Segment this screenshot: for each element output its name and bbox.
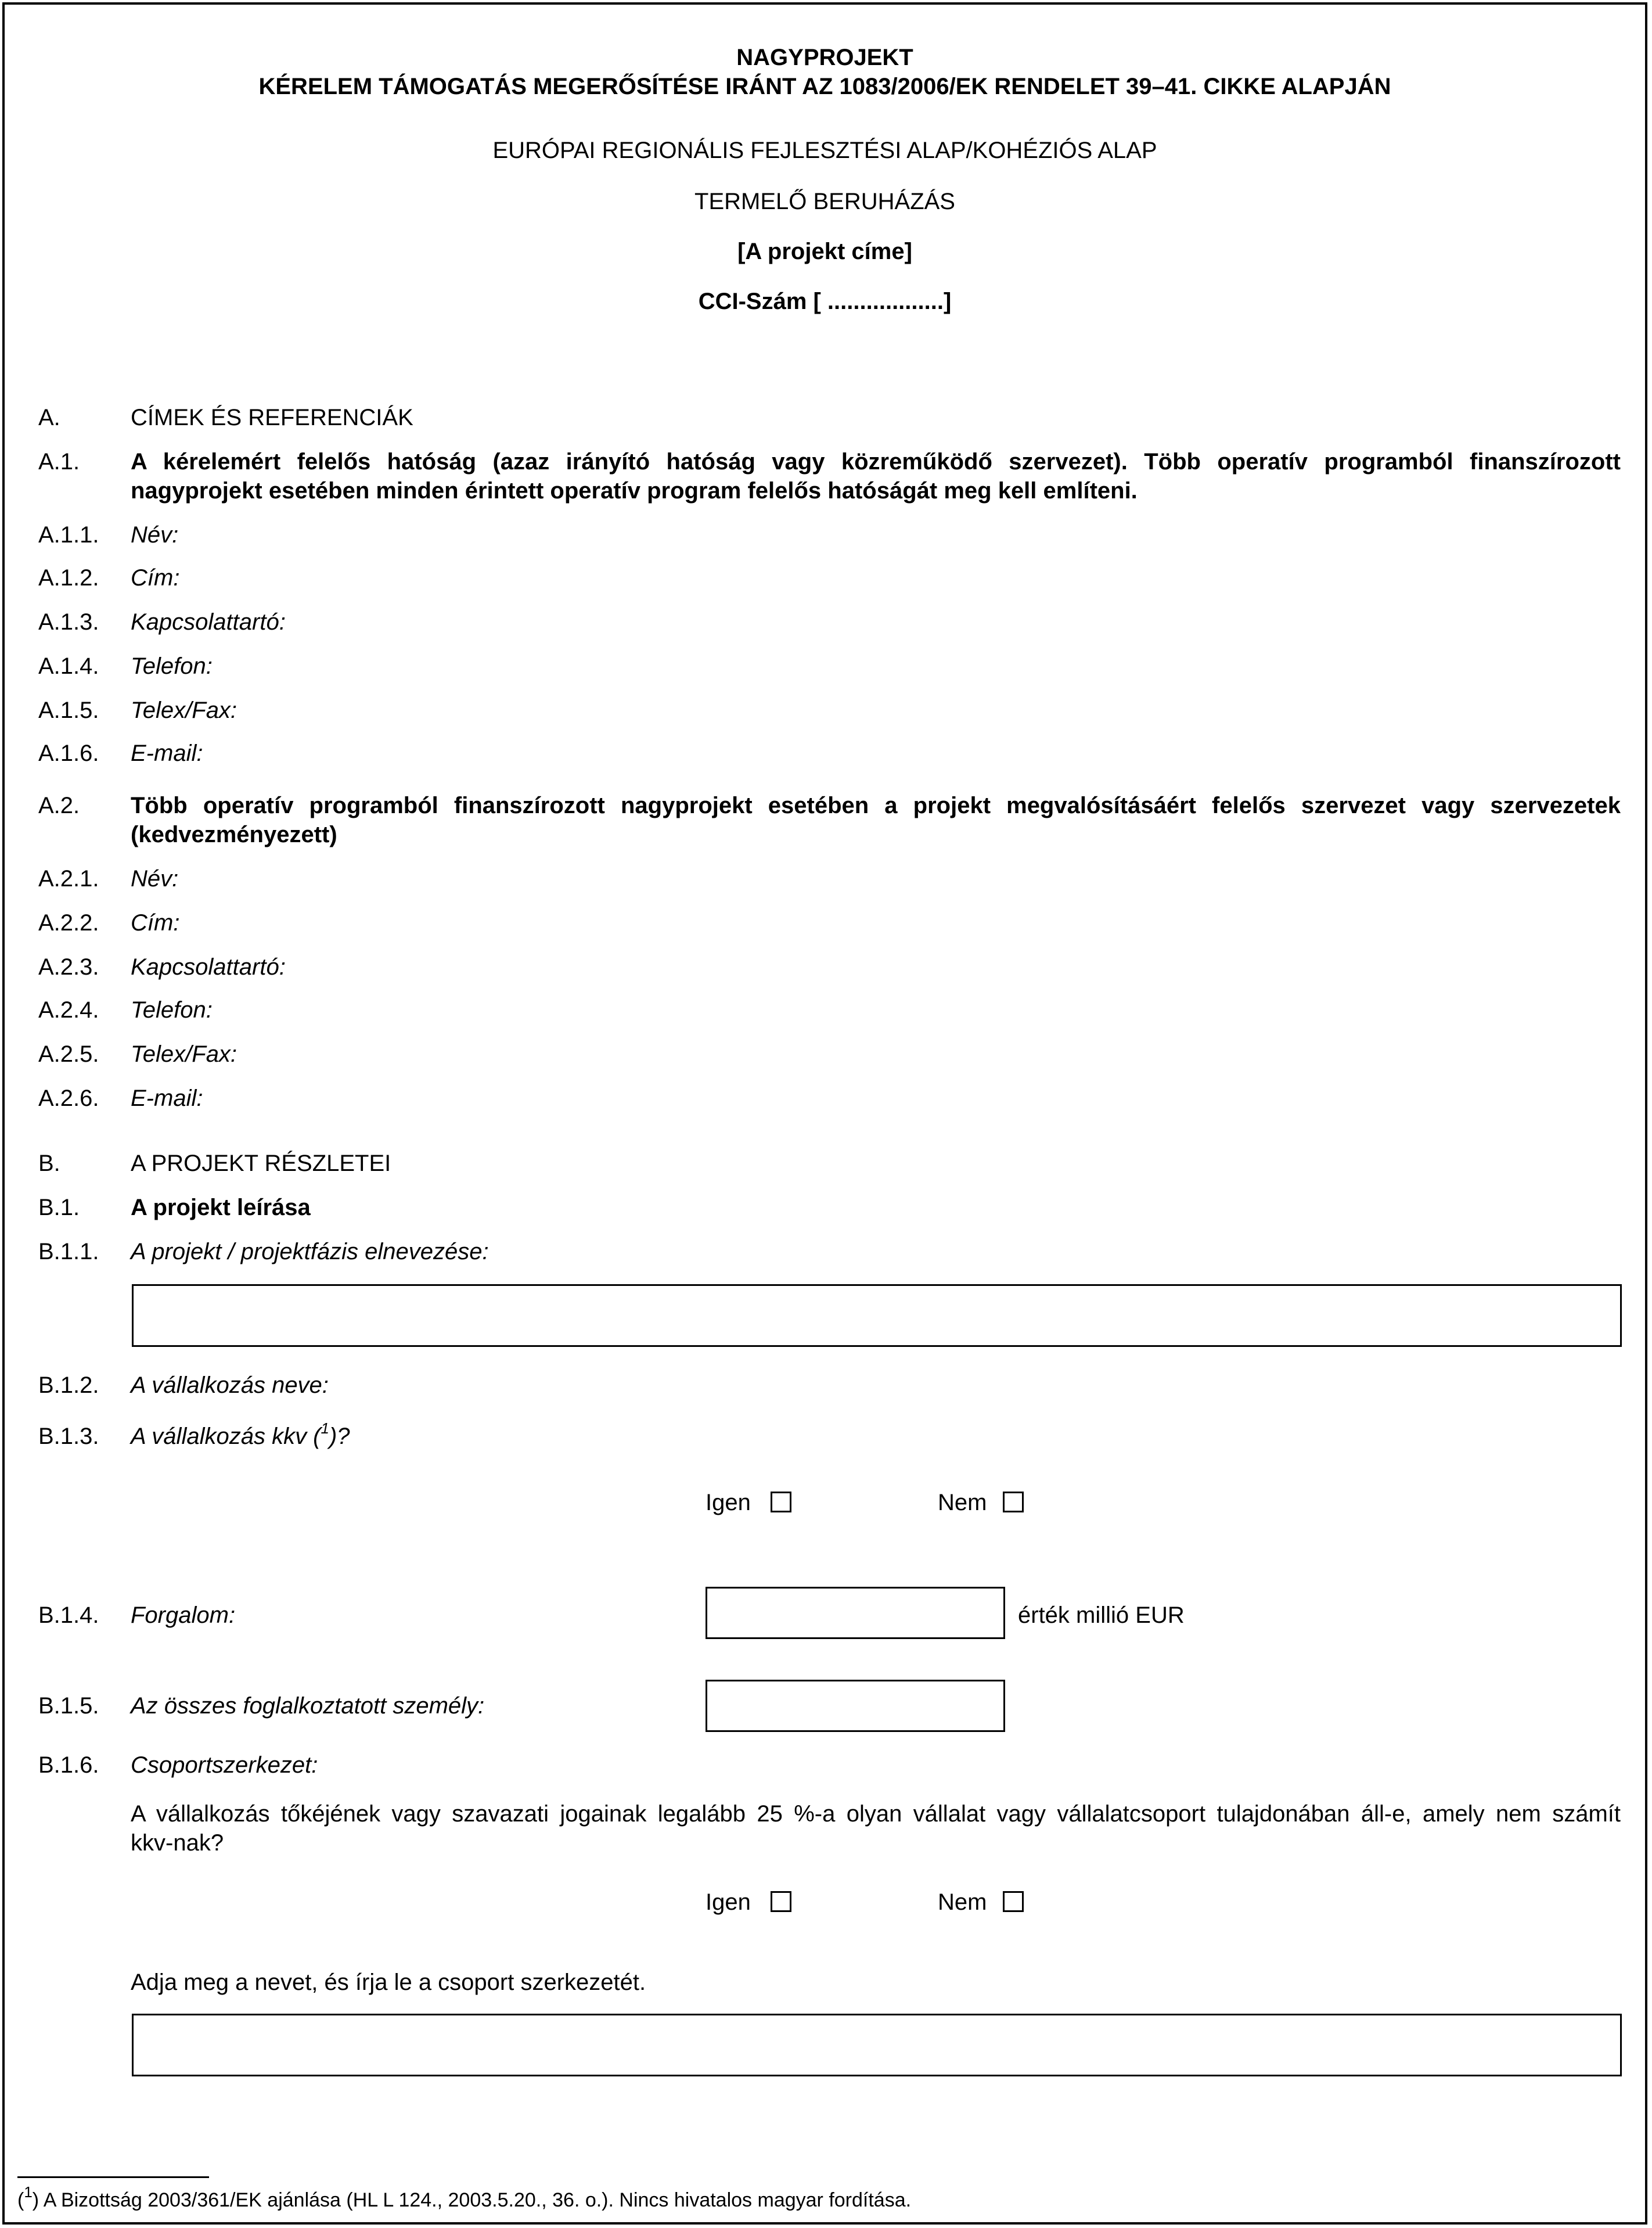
group-yes-label: Igen	[706, 1889, 751, 1915]
a2-text-line1: Több operatív programból finanszírozott nagyprojekt esetében a projekt megvalósításáért felelős szervezet vagy szervezetek	[131, 793, 1621, 818]
a22-label: Cím:	[131, 910, 180, 936]
sme-no-checkbox[interactable]	[1003, 1492, 1024, 1512]
footnote-number: 1	[24, 2183, 33, 2201]
footnote-divider	[17, 2176, 209, 2178]
a25-label: Telex/Fax:	[131, 1041, 237, 1067]
sme-no-label: Nem	[938, 1490, 987, 1515]
b16-number: B.1.6.	[38, 1752, 99, 1778]
a24-number: A.2.4.	[38, 997, 99, 1023]
footnote-text: ) A Bizottság 2003/361/EK ajánlása (HL L 124., 2003.5.20., 36. o.). Nincs hivatalos magyar fordítása.	[32, 2189, 912, 2211]
sme-yes-label: Igen	[706, 1490, 751, 1515]
a2-number: A.2.	[38, 793, 80, 818]
a12-label: Cím:	[131, 565, 180, 591]
b11-label: A projekt / projektfázis elnevezése:	[131, 1239, 489, 1264]
a23-number: A.2.3.	[38, 954, 99, 980]
section-a-number: A.	[38, 405, 60, 430]
group-yes-checkbox[interactable]	[771, 1891, 791, 1912]
section-b-number: B.	[38, 1151, 60, 1176]
b1-number: B.1.	[38, 1195, 80, 1220]
a21-number: A.2.1.	[38, 866, 99, 892]
a12-number: A.1.2.	[38, 565, 99, 591]
b12-label: A vállalkozás neve:	[131, 1372, 329, 1398]
b11-number: B.1.1.	[38, 1239, 99, 1264]
a16-label: E-mail:	[131, 741, 203, 766]
turnover-unit: érték millió EUR	[1018, 1602, 1185, 1628]
document-title: NAGYPROJEKT	[736, 45, 913, 70]
footnote: ($^1$) A Bizottság 2003/361/EK ajánlása (HL L 124., 2003.5.20., 36. o.). Nincs hivatalos magyar fordítása.	[17, 2183, 912, 2211]
a13-number: A.1.3.	[38, 609, 99, 635]
a1-number: A.1.	[38, 449, 80, 475]
fund-name: EURÓPAI REGIONÁLIS FEJLESZTÉSI ALAP/KOHÉZIÓS ALAP	[492, 138, 1157, 163]
b15-label: Az összes foglalkoztatott személy:	[131, 1693, 485, 1719]
section-b-title: A PROJEKT RÉSZLETEI	[131, 1151, 391, 1176]
turnover-input[interactable]	[706, 1587, 1005, 1639]
a11-label: Név:	[131, 522, 179, 548]
b13-number: B.1.3.	[38, 1424, 99, 1449]
b14-label: Forgalom:	[131, 1602, 236, 1628]
investment-type: TERMELŐ BERUHÁZÁS	[694, 189, 955, 214]
group-no-label: Nem	[938, 1889, 987, 1915]
a15-number: A.1.5.	[38, 698, 99, 723]
a26-label: E-mail:	[131, 1086, 203, 1111]
a23-label: Kapcsolattartó:	[131, 954, 286, 980]
a21-label: Név:	[131, 866, 179, 892]
a15-label: Telex/Fax:	[131, 698, 237, 723]
b12-number: B.1.2.	[38, 1372, 99, 1398]
document-subtitle: KÉRELEM TÁMOGATÁS MEGERŐSÍTÉSE IRÁNT AZ 1083/2006/EK RENDELET 39–41. CIKKE ALAPJÁN	[258, 74, 1391, 99]
sme-yes-checkbox[interactable]	[771, 1492, 791, 1512]
cci-number: CCI-Szám [ ..................]	[698, 289, 952, 314]
a1-text-line1: A kérelemért felelős hatóság (azaz irányító hatóság vagy közreműködő szervezet). Több operatív programból finanszírozott	[131, 449, 1621, 475]
b16-label: Csoportszerkezet:	[131, 1752, 318, 1778]
a14-number: A.1.4.	[38, 653, 99, 679]
group-question-line2: kkv-nak?	[131, 1830, 224, 1856]
group-structure-input[interactable]	[132, 2014, 1622, 2076]
a25-number: A.2.5.	[38, 1041, 99, 1067]
footnote-ref: 1	[321, 1419, 329, 1437]
a26-number: A.2.6.	[38, 1086, 99, 1111]
a24-label: Telefon:	[131, 997, 213, 1023]
employees-input[interactable]	[706, 1680, 1005, 1732]
a2-text-line2: (kedvezményezett)	[131, 822, 337, 847]
b1-title: A projekt leírása	[131, 1195, 311, 1220]
a1-text-line2: nagyprojekt esetében minden érintett operatív program felelős hatóságát meg kell említeni.	[131, 478, 1138, 504]
a11-number: A.1.1.	[38, 522, 99, 548]
section-a-title: CÍMEK ÉS REFERENCIÁK	[131, 405, 413, 430]
project-title-placeholder: [A projekt címe]	[737, 239, 912, 264]
form-page	[2, 2, 1647, 2225]
group-question-line1: A vállalkozás tőkéjének vagy szavazati jogainak legalább 25 %-a olyan vállalat vagy vállalatcsoport tulajdonában áll-e, amely nem számít	[131, 1801, 1621, 1827]
group-no-checkbox[interactable]	[1003, 1891, 1024, 1912]
group-instruction: Adja meg a nevet, és írja le a csoport szerkezetét.	[131, 1970, 646, 1995]
b15-number: B.1.5.	[38, 1693, 99, 1719]
a14-label: Telefon:	[131, 653, 213, 679]
a16-number: A.1.6.	[38, 741, 99, 766]
b14-number: B.1.4.	[38, 1602, 99, 1628]
a22-number: A.2.2.	[38, 910, 99, 936]
a13-label: Kapcsolattartó:	[131, 609, 286, 635]
project-name-input[interactable]	[132, 1284, 1622, 1347]
b13-label: A vállalkozás kkv ($^1$)?	[131, 1419, 350, 1449]
